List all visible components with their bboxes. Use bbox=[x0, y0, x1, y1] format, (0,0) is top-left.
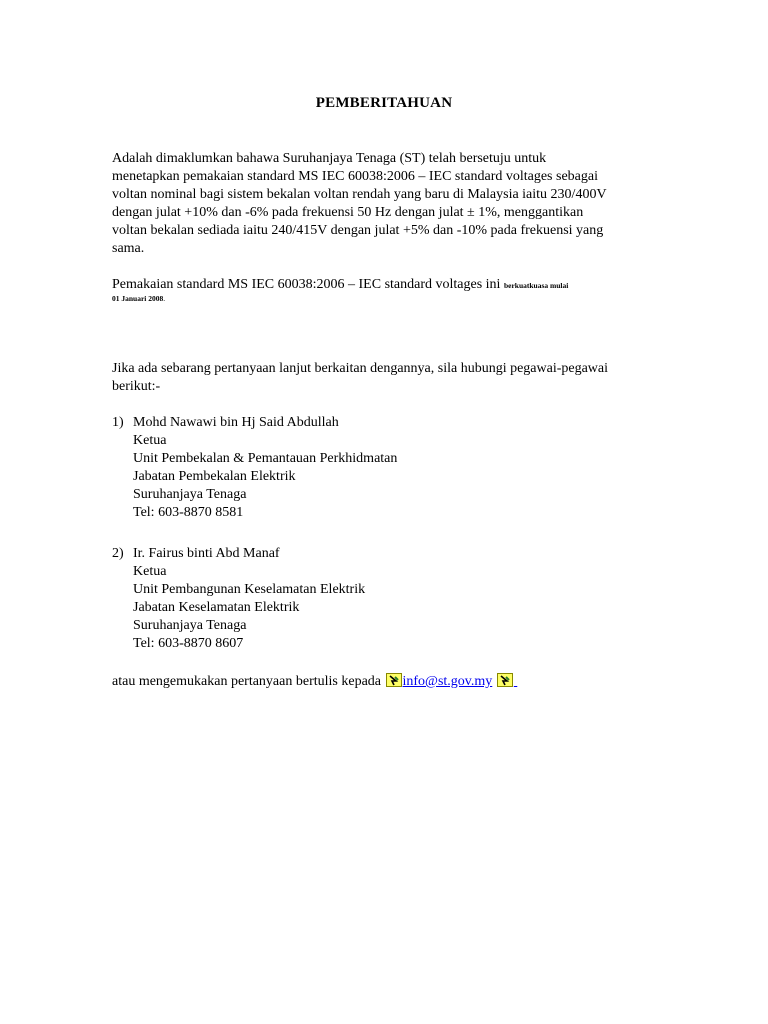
paragraph-line: Adalah dimaklumkan bahawa Suruhanjaya Tenaga (ST) telah bersetuju untuk bbox=[112, 151, 547, 166]
paragraph-line: menetapkan pemakaian standard MS IEC 60038:2006 – IEC standard voltages sebagai bbox=[112, 169, 598, 184]
intro-paragraph bbox=[112, 150, 652, 258]
paragraph-line: voltan nominal bagi sistem bekalan voltan rendah yang baru di Malaysia iaitu 230/400V bbox=[112, 187, 607, 202]
contact-organization: Suruhanjaya Tenaga bbox=[133, 618, 247, 633]
page-title: PEMBERITAHUAN bbox=[315, 95, 453, 111]
contact-position: Ketua bbox=[133, 433, 167, 448]
hyperlink-icon[interactable] bbox=[497, 673, 513, 687]
paragraph-line: Jika ada sebarang pertanyaan lanjut berkaitan dengannya, sila hubungi pegawai-pegawai bbox=[112, 361, 609, 376]
contact-phone: Tel: 603-8870 8581 bbox=[133, 505, 244, 520]
contact-position: Ketua bbox=[133, 564, 167, 579]
paragraph-line: voltan bekalan sediada iaitu 240/415V dengan julat +5% dan -10% pada frekuensi yang bbox=[112, 223, 604, 238]
contact-department: Jabatan Pembekalan Elektrik bbox=[133, 469, 296, 484]
footer-line bbox=[112, 673, 517, 691]
contact-intro-paragraph bbox=[112, 360, 652, 396]
effective-text: Pemakaian standard MS IEC 60038:2006 – IEC standard voltages ini bbox=[112, 277, 501, 292]
effective-small-text: berkuatkuasa mulai bbox=[503, 281, 569, 290]
contact-department: Jabatan Keselamatan Elektrik bbox=[133, 600, 300, 615]
contact-unit: Unit Pembekalan & Pemantauan Perkhidmatan bbox=[133, 451, 398, 466]
paragraph-line: berikut:- bbox=[112, 379, 161, 394]
paragraph-line: sama. bbox=[112, 241, 145, 256]
footer-text: atau mengemukakan pertanyaan bertulis kepada bbox=[112, 674, 381, 689]
list-number: 1) bbox=[112, 415, 124, 430]
paragraph-line: dengan julat +10% dan -6% pada frekuensi 50 Hz dengan julat ± 1%, menggantikan bbox=[112, 205, 584, 220]
hyperlink-icon[interactable] bbox=[386, 673, 402, 687]
link-trailing-space bbox=[514, 674, 518, 689]
list-number: 2) bbox=[112, 546, 124, 561]
contact-phone: Tel: 603-8870 8607 bbox=[133, 636, 244, 651]
contact-organization: Suruhanjaya Tenaga bbox=[133, 487, 247, 502]
effective-date-paragraph bbox=[112, 276, 652, 304]
contact-unit: Unit Pembangunan Keselamatan Elektrik bbox=[133, 582, 366, 597]
period: . bbox=[163, 294, 166, 303]
contact-name: Mohd Nawawi bin Hj Said Abdullah bbox=[133, 415, 339, 430]
email-link[interactable]: info@st.gov.my bbox=[402, 674, 493, 689]
contact-name: Ir. Fairus binti Abd Manaf bbox=[133, 546, 280, 561]
effective-date: 01 Januari 2008 bbox=[112, 294, 164, 303]
